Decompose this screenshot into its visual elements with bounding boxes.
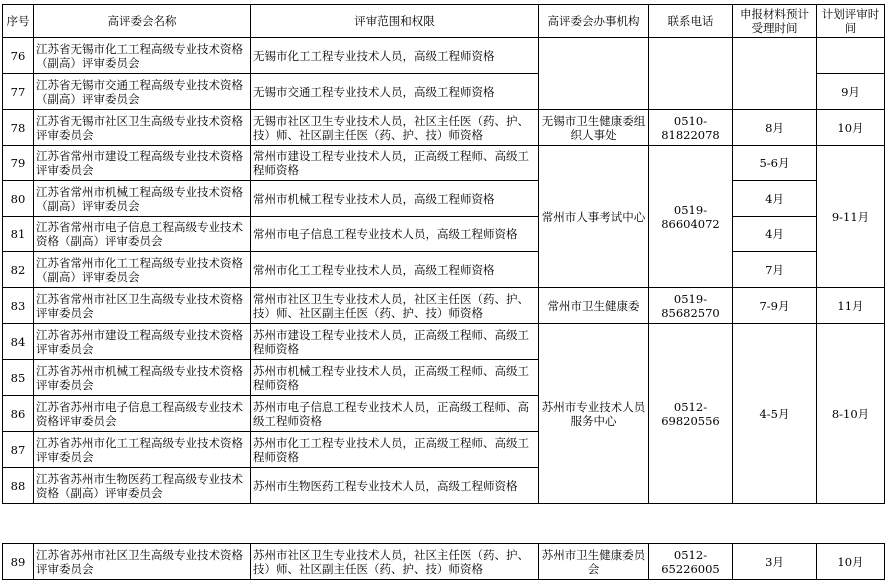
qualification-table (2, 4, 885, 504)
row-no: 89 (3, 544, 34, 580)
row-scope: 常州市机械工程专业技术人员，高级工程师资格 (251, 181, 539, 217)
row-office: 苏州市卫生健康委员会 (539, 544, 649, 580)
table-row (3, 288, 885, 324)
row-name: 江苏省常州市电子信息工程高级专业技术资格（副高）评审委员会 (34, 217, 251, 252)
row-name: 江苏省常州市机械工程高级专业技术资格（副高）评审委员会 (34, 181, 251, 217)
qualification-table-continued (2, 543, 885, 580)
row-scope: 常州市社区卫生专业技术人员，社区主任医（药、护、技）师、社区副主任医（药、护、技）师资格 (251, 288, 539, 324)
row-name: 江苏省无锡市交通工程高级专业技术资格（副高）评审委员会 (34, 74, 251, 110)
header-scope: 评审范围和权限 (251, 5, 539, 38)
row-accept-empty (733, 38, 817, 110)
row-name: 江苏省常州市社区卫生高级专业技术资格评审委员会 (34, 288, 251, 324)
row-no: 78 (3, 110, 34, 146)
row-name: 江苏省常州市化工工程高级专业技术资格（副高）评审委员会 (34, 252, 251, 288)
header-phone: 联系电话 (649, 5, 733, 38)
row-no: 82 (3, 252, 34, 288)
row-accept: 7-9月 (733, 288, 817, 324)
row-name: 江苏省苏州市生物医药工程高级专业技术资格（副高）评审委员会 (34, 468, 251, 504)
row-phone: 0512-69820556 (649, 324, 733, 504)
row-no: 79 (3, 146, 34, 181)
table-row (3, 110, 885, 146)
row-no: 77 (3, 74, 34, 110)
row-review: 10月 (817, 544, 885, 580)
row-no: 76 (3, 38, 34, 74)
row-name: 江苏省苏州市机械工程高级专业技术资格评审委员会 (34, 360, 251, 396)
row-scope: 苏州市机械工程专业技术人员，正高级工程师、高级工程师资格 (251, 360, 539, 396)
row-scope: 苏州市建设工程专业技术人员，正高级工程师、高级工程师资格 (251, 324, 539, 360)
row-phone: 0519-86604072 (649, 146, 733, 288)
header-name: 高评委会名称 (34, 5, 251, 38)
row-name: 江苏省苏州市电子信息工程高级专业技术资格评审委员会 (34, 396, 251, 432)
row-scope: 无锡市交通工程专业技术人员，高级工程师资格 (251, 74, 539, 110)
row-office-empty (539, 38, 649, 110)
table-row (3, 252, 885, 288)
row-scope: 无锡市化工工程专业技术人员，高级工程师资格 (251, 38, 539, 74)
row-phone: 0512-65226005 (649, 544, 733, 580)
row-no: 88 (3, 468, 34, 504)
row-accept: 8月 (733, 110, 817, 146)
row-office: 常州市人事考试中心 (539, 146, 649, 288)
row-office: 苏州市专业技术人员服务中心 (539, 324, 649, 504)
table-row (3, 38, 885, 74)
row-review-empty (817, 38, 885, 74)
row-phone-empty (649, 38, 733, 110)
header-accept: 申报材料预计受理时间 (733, 5, 817, 38)
header-office: 高评委会办事机构 (539, 5, 649, 38)
row-no: 84 (3, 324, 34, 360)
row-name: 江苏省常州市建设工程高级专业技术资格评审委员会 (34, 146, 251, 181)
row-review: 9月 (817, 74, 885, 110)
row-office: 常州市卫生健康委 (539, 288, 649, 324)
row-review: 9-11月 (817, 146, 885, 288)
row-review: 11月 (817, 288, 885, 324)
row-accept: 7月 (733, 252, 817, 288)
row-scope: 苏州市化工工程专业技术人员，正高级工程师、高级工程师资格 (251, 432, 539, 468)
row-scope: 常州市化工工程专业技术人员，高级工程师资格 (251, 252, 539, 288)
header-no: 序号 (3, 5, 34, 38)
row-scope: 苏州市社区卫生专业技术人员，社区主任医（药、护、技）师、社区副主任医（药、护、技）师资格 (251, 544, 539, 580)
row-accept: 3月 (733, 544, 817, 580)
row-accept: 4-5月 (733, 324, 817, 504)
row-name: 江苏省无锡市化工工程高级专业技术资格（副高）评审委员会 (34, 38, 251, 74)
row-no: 80 (3, 181, 34, 217)
table-row (3, 146, 885, 181)
row-phone: 0519-85682570 (649, 288, 733, 324)
row-scope: 苏州市生物医药工程专业技术人员，高级工程师资格 (251, 468, 539, 504)
row-office: 无锡市卫生健康委组织人事处 (539, 110, 649, 146)
table-row (3, 544, 885, 580)
row-review: 8-10月 (817, 324, 885, 504)
table-row (3, 217, 885, 252)
row-no: 83 (3, 288, 34, 324)
row-name: 江苏省无锡市社区卫生高级专业技术资格评审委员会 (34, 110, 251, 146)
row-no: 87 (3, 432, 34, 468)
row-name: 江苏省苏州市社区卫生高级专业技术资格评审委员会 (34, 544, 251, 580)
row-review: 10月 (817, 110, 885, 146)
row-scope: 苏州市电子信息工程专业技术人员，正高级工程师、高级工程师资格 (251, 396, 539, 432)
row-name: 江苏省苏州市建设工程高级专业技术资格评审委员会 (34, 324, 251, 360)
row-no: 81 (3, 217, 34, 252)
row-scope: 常州市建设工程专业技术人员，正高级工程师、高级工程师资格 (251, 146, 539, 181)
table-row (3, 181, 885, 217)
row-no: 86 (3, 396, 34, 432)
row-accept: 4月 (733, 217, 817, 252)
header-row (3, 5, 885, 38)
row-scope: 无锡市社区卫生专业技术人员，社区主任医（药、护、技）师、社区副主任医（药、护、技）师资格 (251, 110, 539, 146)
row-no: 85 (3, 360, 34, 396)
table-row (3, 324, 885, 360)
row-scope: 常州市电子信息工程专业技术人员，高级工程师资格 (251, 217, 539, 252)
header-review: 计划评审时间 (817, 5, 885, 38)
row-name: 江苏省苏州市化工工程高级专业技术资格评审委员会 (34, 432, 251, 468)
row-accept: 5-6月 (733, 146, 817, 181)
row-accept: 4月 (733, 181, 817, 217)
row-phone: 0510-81822078 (649, 110, 733, 146)
